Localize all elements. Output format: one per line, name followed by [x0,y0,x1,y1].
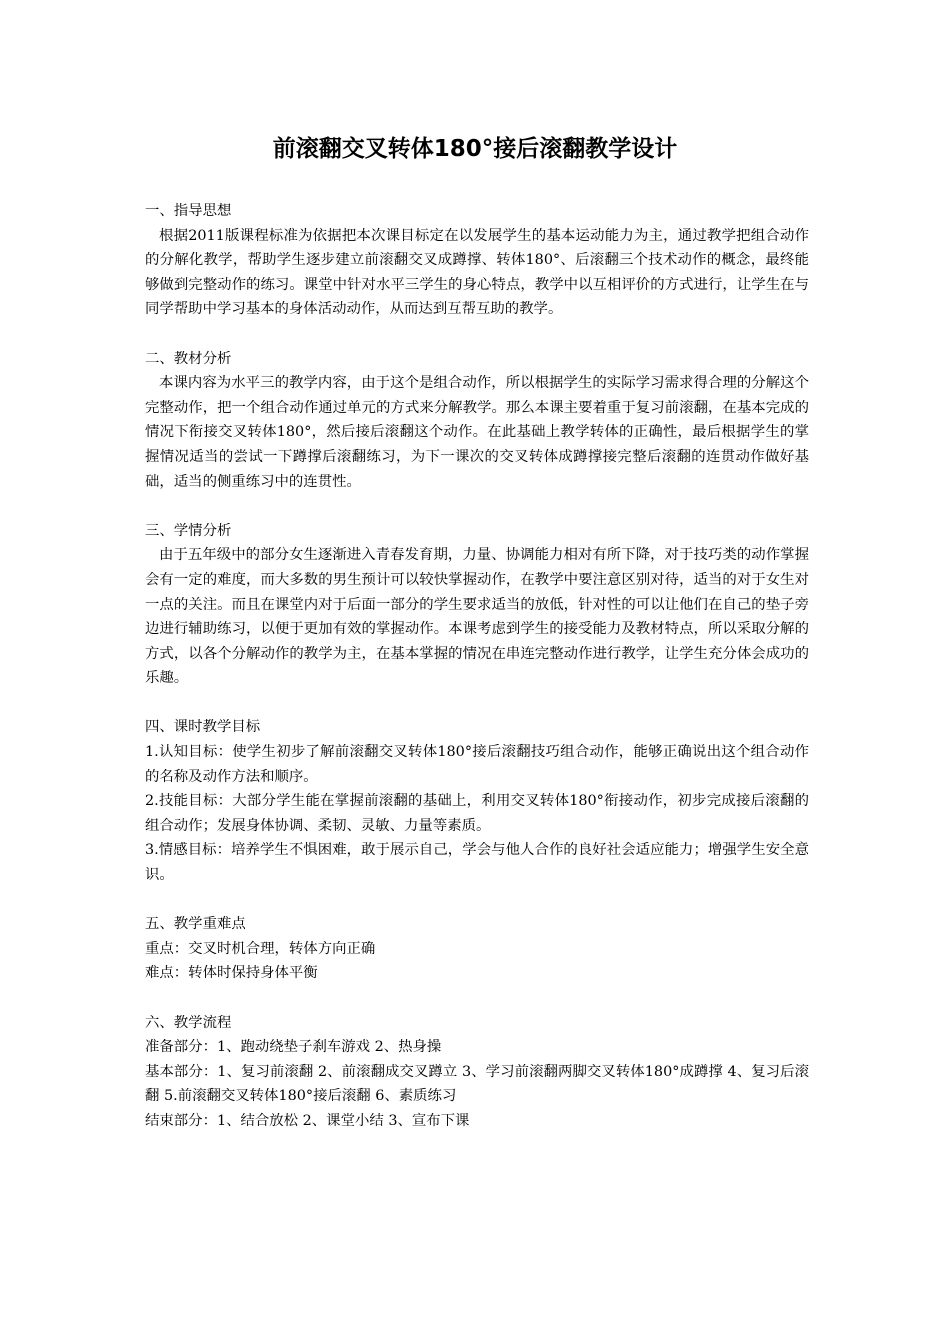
key-point: 重点：交叉时机合理，转体方向正确 [145,940,376,957]
objective-cognitive: 1.认知目标：使学生初步了解前滚翻交叉转体180°接后滚翻技巧组合动作，能够正确说出这个组合动作的名称及动作方法和顺序。 [145,744,809,785]
section-paragraph: 根据2011版课程标准为依据把本次课目标定在以发展学生的基本运动能力为主，通过教学把组合动作的分解化教学，帮助学生逐步建立前滚翻交叉成蹲撑、转体180°、后滚翻三个技术动作的概念，最终能够做到完整动作的练习。课堂中针对水平三学生的身心特点，教学中以互相评价的方式进行，让学生在与同学帮助中学习基本的身体活动动作，从而达到互帮互助的教学。 [145,227,809,318]
objective-emotional: 3.情感目标：培养学生不惧困难，敢于展示自己，学会与他人合作的良好社会适应能力；增强学生安全意识。 [145,842,809,884]
process-ending: 结束部分：1、结合放松 2、课堂小结 3、宣布下课 [145,1112,470,1129]
objective-skill: 2.技能目标：大部分学生能在掌握前滚翻的基础上，利用交叉转体180°衔接动作，初步完成接后滚翻的组合动作；发展身体协调、柔韧、灵敏、力量等素质。 [145,793,809,834]
section-teaching-process [145,1011,809,1134]
section-guiding-ideology [145,199,809,322]
section-heading: 四、课时教学目标 [145,719,261,736]
section-paragraph: 由于五年级中的部分女生逐渐进入青春发育期，力量、协调能力相对有所下降，对于技巧类的动作掌握会有一定的难度，而大多数的男生预计可以较快掌握动作，在教学中要注意区别对待，适当的对于女生对一点的关注。而且在课堂内对于后面一部分的学生要求适当的放低，针对性的可以让他们在自己的垫子旁边进行辅助练习，以便于更加有效的掌握动作。本课考虑到学生的接受能力及教材特点，所以采取分解的方式，以各个分解动作的教学为主，在基本掌握的情况在串连完整动作进行教学，让学生充分体会成功的乐趣。 [145,547,809,687]
section-student-analysis [145,519,809,691]
section-heading: 六、教学流程 [145,1014,232,1031]
document-body [145,199,809,1158]
section-heading: 三、学情分析 [145,522,232,539]
section-heading: 五、教学重难点 [145,916,246,933]
document-title: 前滚翻交叉转体180°接后滚翻教学设计 [272,136,678,162]
process-preparation: 准备部分：1、跑动绕垫子刹车游戏 2、热身操 [145,1039,442,1056]
section-teaching-objectives [145,715,809,887]
section-paragraph: 本课内容为水平三的教学内容，由于这个是组合动作，所以根据学生的实际学习需求得合理的分解这个完整动作，把一个组合动作通过单元的方式来分解教学。那么本课主要着重于复习前滚翻，在基本完成的情况下衔接交叉转体180°，然后接后滚翻这个动作。在此基础上教学转体的正确性，最后根据学生的掌握情况适当的尝试一下蹲撑后滚翻练习，为下一课次的交叉转体成蹲撑接完整后滚翻的连贯动作做好基础，适当的侧重练习中的连贯性。 [145,375,809,490]
section-material-analysis [145,347,809,495]
section-heading: 一、指导思想 [145,203,232,219]
process-basic: 基本部分：1、复习前滚翻 2、前滚翻成交叉蹲立 3、学习前滚翻两脚交叉转体180°成蹲撑 4、复习后滚翻 5.前滚翻交叉转体180°接后滚翻 6、素质练习 [145,1063,809,1105]
section-key-points [145,912,809,986]
section-heading: 二、教材分析 [145,350,232,367]
difficult-point: 难点：转体时保持身体平衡 [145,965,318,982]
